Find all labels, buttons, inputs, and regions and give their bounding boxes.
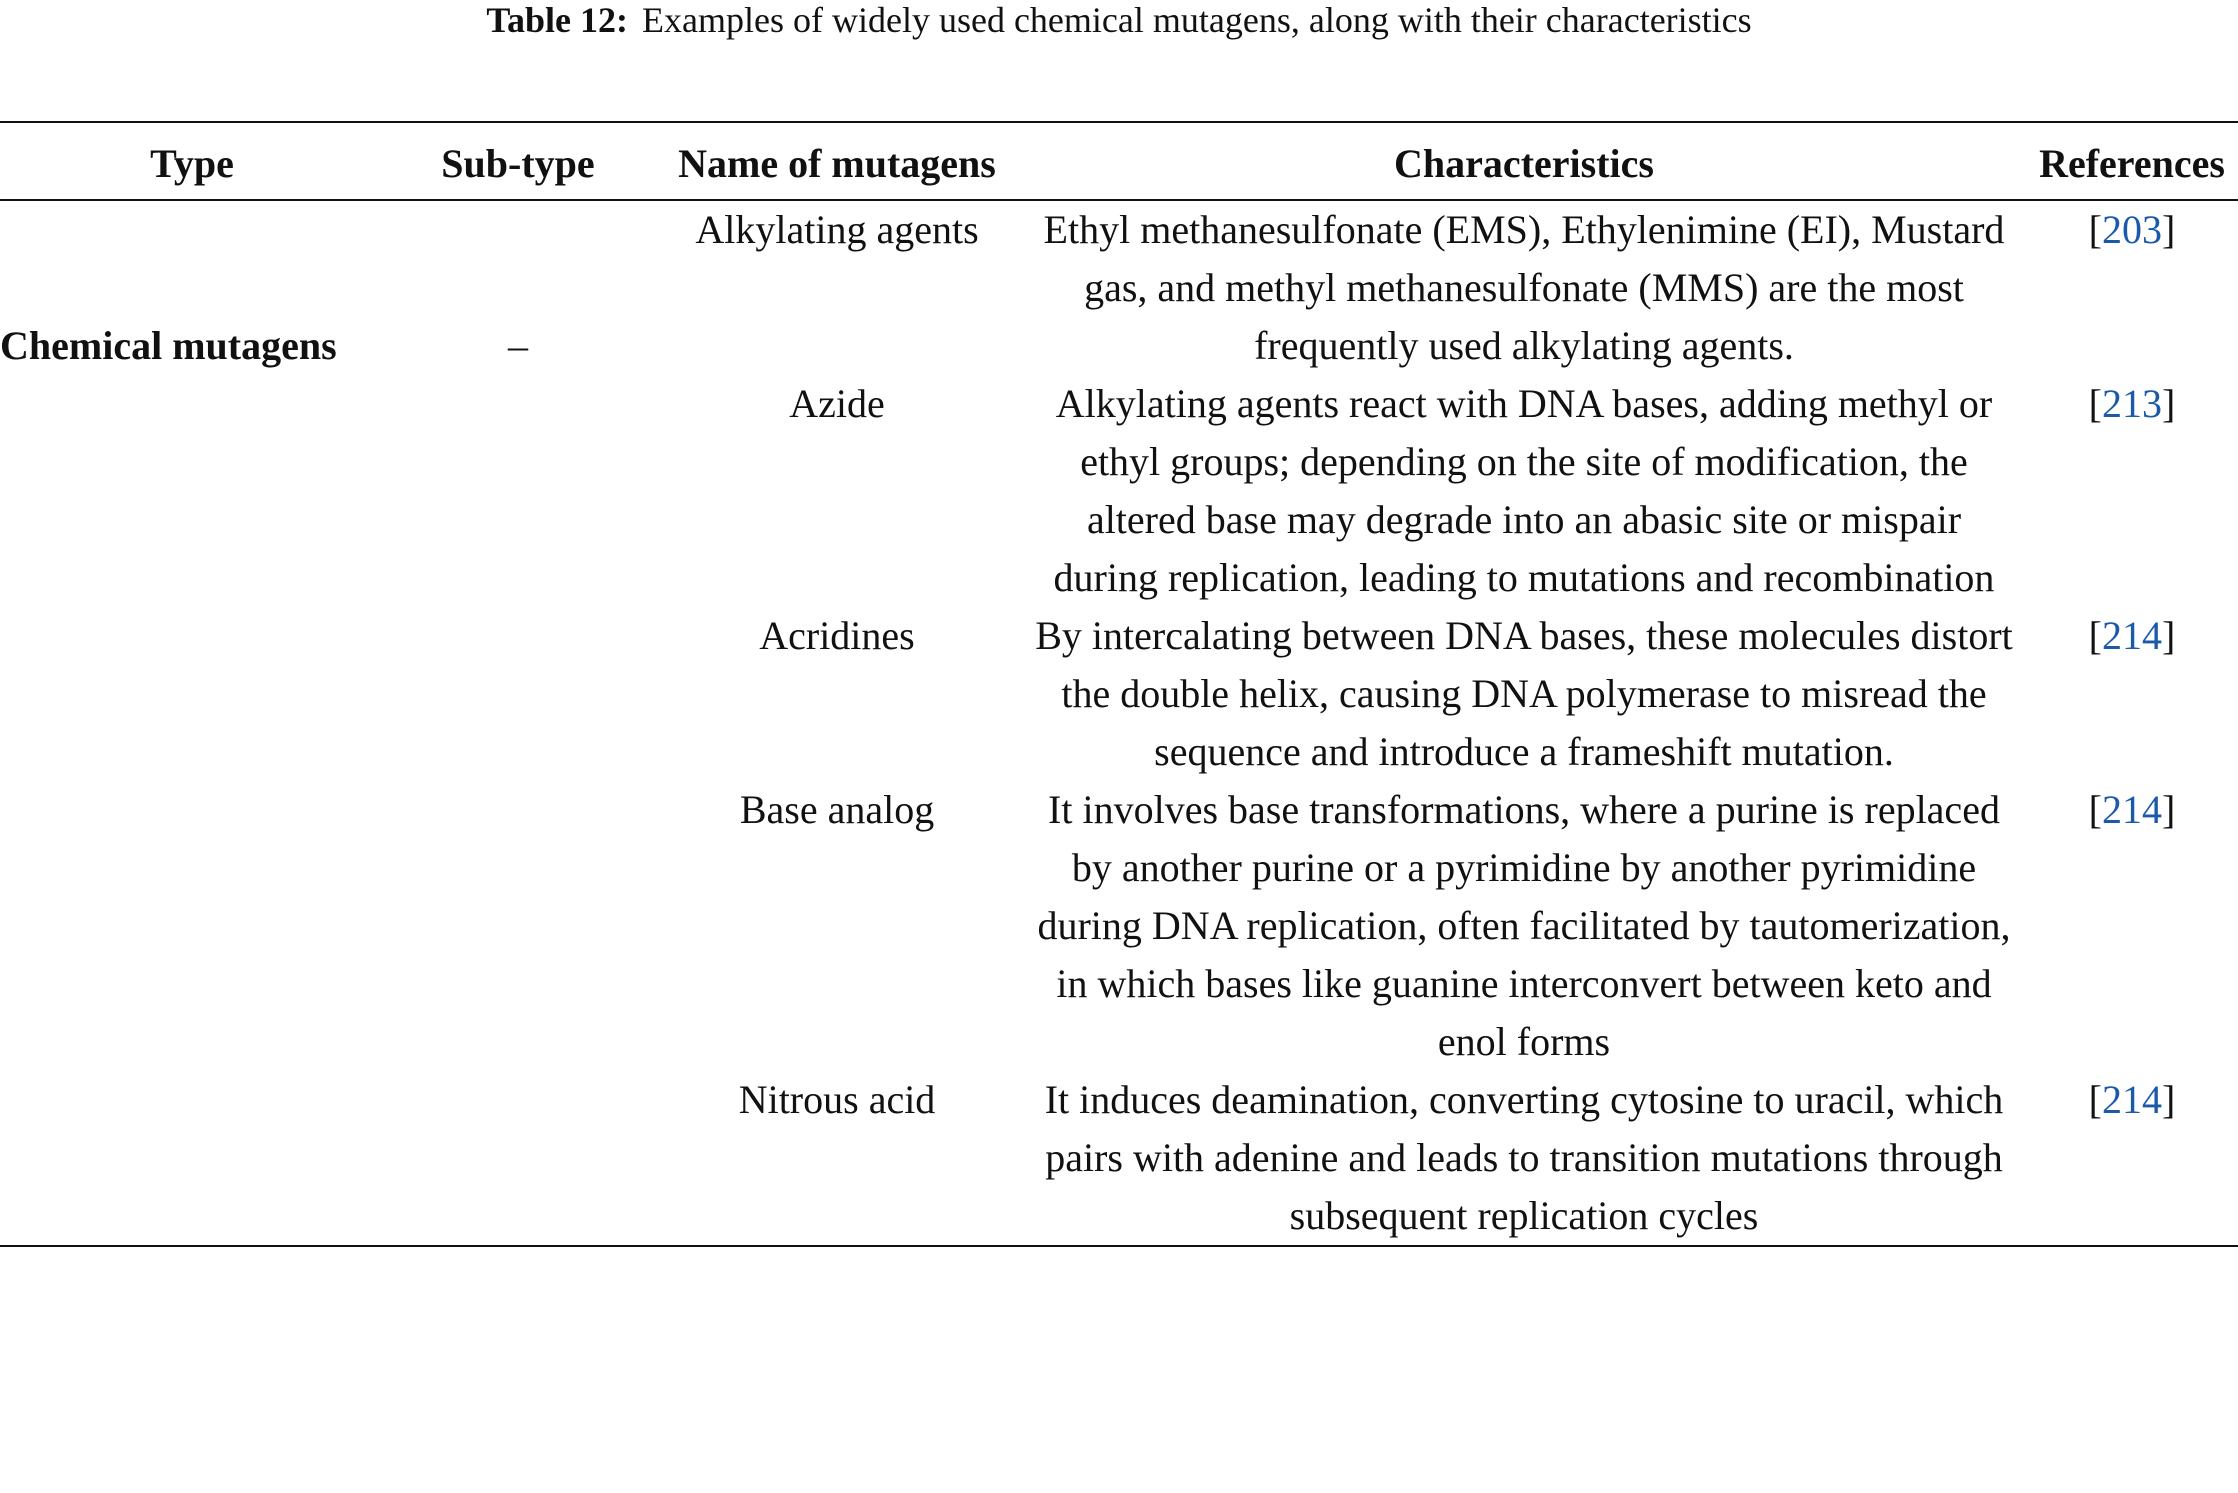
table-row (0, 200, 2238, 375)
table-header-row (0, 122, 2238, 200)
reference-cell: [213] (2088, 381, 2176, 426)
characteristics-text: Alkylating agents react with DNA bases, adding methyl or ethyl groups; depending on the site of modification, the altered base may degrade into an abasic site or mispair during replication, leading to mutations and recombination (1053, 381, 1995, 600)
reference-cell: [214] (2088, 1077, 2176, 1122)
mutagen-name: Base analog (739, 787, 935, 832)
reference-link[interactable]: 214 (2102, 613, 2162, 658)
reference-cell: [203] (2088, 207, 2176, 252)
type-cell: Chemical mutagens (0, 323, 337, 368)
header-subtype: Sub-type (441, 141, 595, 186)
reference-link[interactable]: 214 (2102, 787, 2162, 832)
caption-label: Table 12: (486, 0, 629, 40)
characteristics-text: It induces deamination, converting cytosine to uracil, which pairs with adenine and leads to transition mutations through subsequent replication cycles (1044, 1077, 2004, 1238)
subtype-cell: – (508, 323, 528, 368)
characteristics-text: It involves base transformations, where a purine is replaced by another purine or a pyrimidine by another pyrimidine during DNA replication, often facilitated by tautomerization, in which bases like guanine interconvert between keto and enol forms (1037, 787, 2011, 1064)
mutagen-table-container (0, 121, 2238, 1247)
reference-cell: [214] (2088, 787, 2176, 832)
header-type: Type (150, 141, 234, 186)
reference-cell: [214] (2088, 613, 2176, 658)
mutagen-name: Alkylating agents (695, 207, 979, 252)
table-caption (0, 0, 2238, 50)
mutagen-table (0, 121, 2238, 1247)
caption-text: Examples of widely used chemical mutagens, along with their characteristics (642, 0, 1752, 40)
characteristics-text: By intercalating between DNA bases, these molecules distort the double helix, causing DNA polymerase to misread the sequence and introduce a frameshift mutation. (1035, 613, 2013, 774)
reference-link[interactable]: 213 (2102, 381, 2162, 426)
mutagen-name: Azide (789, 381, 885, 426)
header-characteristics: Characteristics (1394, 141, 1654, 186)
header-name: Name of mutagens (678, 141, 996, 186)
header-references: References (2039, 141, 2225, 186)
characteristics-text: Ethyl methanesulfonate (EMS), Ethylenimine (EI), Mustard gas, and methyl methanesulfonate (MMS) are the most frequently used alkylating agents. (1043, 207, 2005, 368)
mutagen-name: Nitrous acid (738, 1077, 936, 1122)
reference-link[interactable]: 203 (2102, 207, 2162, 252)
reference-link[interactable]: 214 (2102, 1077, 2162, 1122)
mutagen-name: Acridines (759, 613, 915, 658)
